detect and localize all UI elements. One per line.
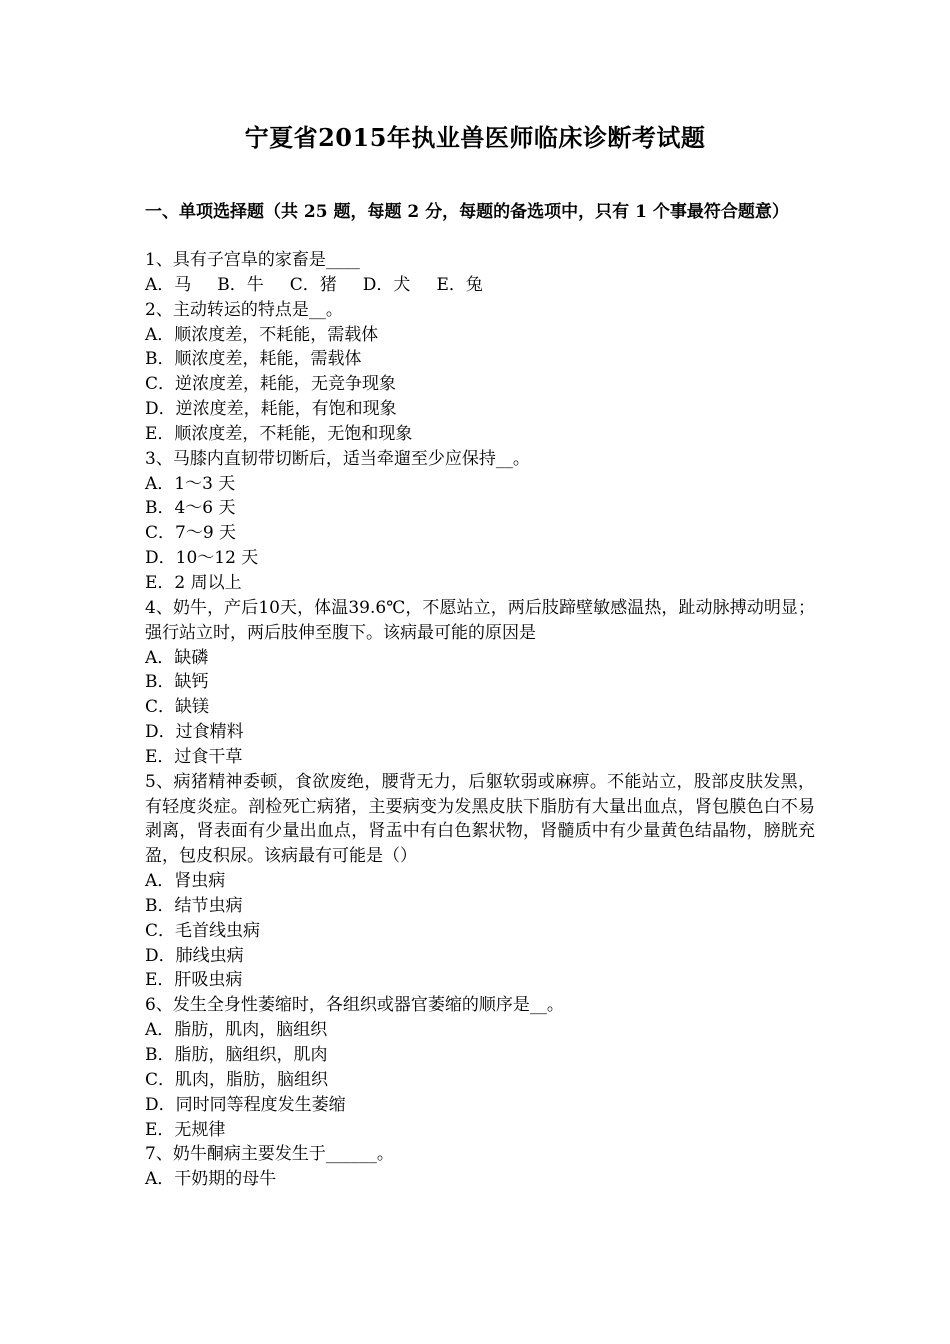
section-heading: 一、单项选择题（共 25 题，每题 2 分，每题的备选项中，只有 1 个事最符合题意） [145,202,789,222]
option: A．顺浓度差，不耗能，需载体 [145,324,379,345]
option: B．脂肪，脑组织，肌肉 [145,1045,328,1065]
option: B．4～6 天 [145,498,236,519]
option: C．肌肉，脂肪，脑组织 [145,1069,329,1090]
question-stem: 4、奶牛，产后10天，体温39.6℃，不愿站立，两后肢蹄壁敏感温热，趾动脉搏动明显；强行站立时，两后肢伸至腹下。该病最可能的原因是 [145,597,815,643]
option: D．同时同等程度发生萎缩 [145,1094,346,1115]
question-stem: 5、病猪精神委顿，食欲废绝，腰背无力，后躯软弱或麻痹。不能站立，股部皮肤发黑，有轻度炎症。剖检死亡病猪，主要病变为发黑皮肤下脂肪有大量出血点，肾包膜色白不易剥离，肾表面有少量出血点，肾盂中有白色絮状物，肾髓质中有少量黄色结晶物，膀胱充盈，包皮积尿。该病最有可能是（） [145,771,815,867]
option: B．结节虫病 [145,895,243,916]
option: C．缺镁 [145,697,210,718]
option: E．兔 [436,274,483,295]
option: D．肺线虫病 [145,945,244,966]
option-row [145,273,815,298]
option: D．逆浓度差，耗能，有饱和现象 [145,399,397,420]
option: A．干奶期的母牛 [145,1169,277,1190]
option: E．无规律 [145,1119,226,1140]
option: C．逆浓度差，耗能，无竞争现象 [145,374,397,395]
question-stem: 7、奶牛酮病主要发生于______。 [145,1144,394,1165]
option: A．脂肪，肌肉，脑组织 [145,1020,328,1041]
option: A．肾虫病 [145,871,226,892]
option: B．顺浓度差，耗能，需载体 [145,349,362,370]
option: B．牛 [217,274,264,295]
option: C．7～9 天 [145,523,237,544]
question-stem: 2、主动转运的特点是__。 [145,299,343,320]
option: D．犬 [362,274,411,295]
option: D．10～12 天 [145,548,259,569]
option: E．2 周以上 [145,572,242,593]
option: E．过食干草 [145,746,243,767]
option: C．猪 [289,274,337,295]
option: A．缺磷 [145,647,209,668]
option: C．毛首线虫病 [145,920,261,941]
option: B．缺钙 [145,672,209,693]
option: D．过食精料 [145,722,244,743]
document-title: 宁夏省2015年执业兽医师临床诊断考试题 [244,123,706,152]
option: E．肝吸虫病 [145,970,243,991]
option: A．马 [145,274,192,295]
document-body [145,248,815,1192]
option: E．顺浓度差，不耗能，无饱和现象 [145,423,413,444]
question-stem: 3、马膝内直韧带切断后，适当牵遛至少应保持__。 [145,448,530,469]
question-stem: 6、发生全身性萎缩时，各组织或器官萎缩的顺序是__。 [145,995,564,1016]
question-stem: 1、具有子宫阜的家畜是____ [145,250,360,270]
option: A．1～3 天 [145,473,236,494]
